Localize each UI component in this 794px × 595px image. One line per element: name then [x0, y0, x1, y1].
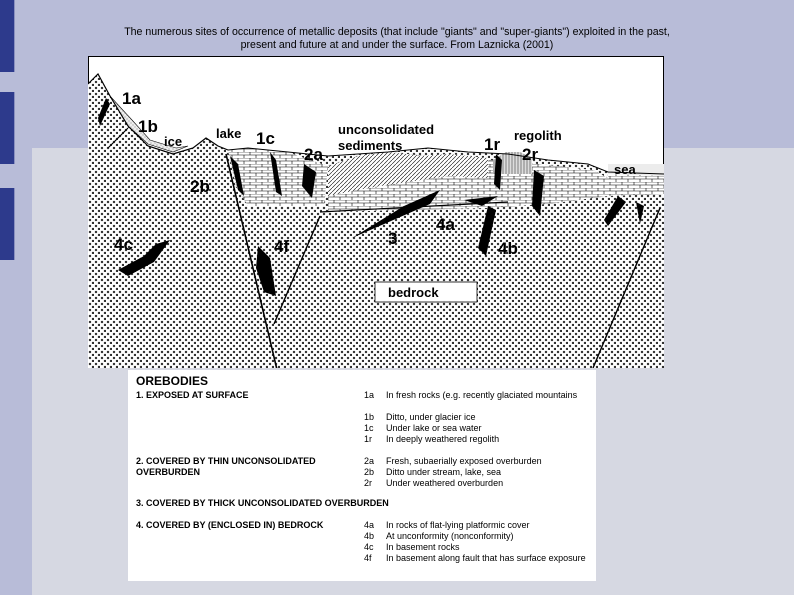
- label-1r: 1r: [484, 135, 501, 154]
- legend-item-1c: [364, 423, 596, 434]
- legend-category-1: 1. EXPOSED AT SURFACE: [136, 390, 249, 400]
- label-regolith: regolith: [514, 128, 562, 143]
- orebodies-legend: [128, 370, 596, 581]
- accent-bar-1: [0, 0, 15, 72]
- legend-code: 4b: [364, 531, 375, 541]
- legend-code: 2b: [364, 467, 375, 477]
- legend-category-2: 2. COVERED BY THIN UNCONSOLIDATED OVERBURDEN: [136, 456, 316, 477]
- label-4b: 4b: [498, 239, 518, 258]
- label-1c: 1c: [256, 129, 275, 148]
- label-2b: 2b: [190, 177, 210, 196]
- legend-item-1r: [364, 434, 596, 445]
- label-unconsolidated: unconsolidated: [338, 122, 435, 137]
- legend-code: 4c: [364, 542, 374, 552]
- legend-category-4: 4. COVERED BY (ENCLOSED IN) BEDROCK: [136, 520, 324, 530]
- legend-code: 4a: [364, 520, 375, 530]
- label-2a: 2a: [304, 145, 323, 164]
- geological-cross-section: [88, 56, 664, 368]
- legend-item-1a: [364, 390, 596, 401]
- legend-desc: In rocks of flat-lying platformic cover: [386, 520, 530, 530]
- legend-desc: In basement along fault that has surface exposure: [386, 553, 586, 563]
- legend-code: 1a: [364, 390, 375, 400]
- legend-desc: Ditto under stream, lake, sea: [386, 467, 502, 477]
- accent-bar-3: [0, 188, 15, 260]
- label-4a: 4a: [436, 215, 455, 234]
- legend-desc: In fresh rocks (e.g. recently glaciated mountains: [386, 390, 578, 400]
- legend-desc: Under weathered overburden: [386, 478, 504, 488]
- accent-bar-2: [0, 92, 15, 164]
- label-bedrock: bedrock: [388, 285, 439, 300]
- legend-desc: Ditto, under glacier ice: [386, 412, 476, 422]
- legend-item-1b: [364, 412, 596, 423]
- legend-desc: Under lake or sea water: [386, 423, 482, 433]
- caption-line-2: present and future at and under the surface. From Laznicka (2001): [240, 39, 554, 51]
- legend-code: 1r: [364, 434, 373, 444]
- legend-item-4b: [364, 531, 596, 542]
- legend-code: 1b: [364, 412, 375, 422]
- legend-desc: In deeply weathered regolith: [386, 434, 500, 444]
- label-sediments: sediments: [338, 138, 403, 153]
- legend-item-2r: [364, 478, 596, 489]
- label-sea: sea: [614, 162, 636, 177]
- legend-item-2b: [364, 467, 596, 478]
- caption-line-1: The numerous sites of occurrence of metallic deposits (that include "giants" and "super-giants") exploited in the past,: [124, 26, 670, 38]
- legend-code: 1c: [364, 423, 374, 433]
- legend-desc: In basement rocks: [386, 542, 460, 552]
- legend-code: 2r: [364, 478, 373, 488]
- label-2r: 2r: [522, 145, 539, 164]
- label-1b: 1b: [138, 117, 158, 136]
- figure-caption: [40, 26, 754, 52]
- legend-code: 2a: [364, 456, 375, 466]
- cross-section-svg: [88, 56, 664, 368]
- label-4c: 4c: [114, 235, 133, 254]
- legend-desc: Fresh, subaerially exposed overburden: [386, 456, 542, 466]
- legend-desc: At unconformity (nonconformity): [386, 531, 514, 541]
- legend-item-2a: [364, 456, 596, 467]
- legend-item-4f: [364, 553, 596, 564]
- label-1a: 1a: [122, 89, 141, 108]
- legend-category-3: 3. COVERED BY THICK UNCONSOLIDATED OVERBURDEN: [136, 498, 389, 508]
- legend-item-4a: [364, 520, 596, 531]
- label-lake: lake: [216, 126, 242, 141]
- legend-code: 4f: [364, 553, 372, 563]
- label-ice: ice: [164, 134, 183, 149]
- label-4f: 4f: [274, 237, 290, 256]
- label-3: 3: [388, 229, 398, 248]
- legend-title: OREBODIES: [136, 374, 209, 388]
- legend-item-4c: [364, 542, 596, 553]
